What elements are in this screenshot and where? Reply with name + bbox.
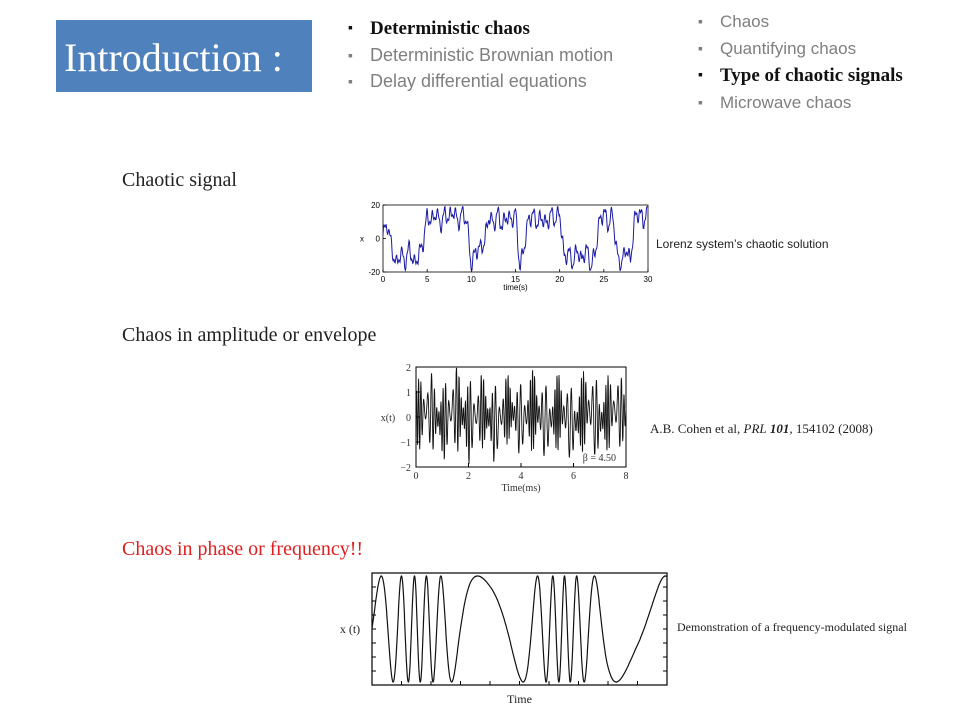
y-axis-label: x	[360, 234, 364, 244]
x-tick-label: 10	[466, 275, 476, 284]
y-axis-label: x(t)	[380, 413, 396, 424]
y-tick-label: 0	[375, 234, 380, 244]
lorenz-chart	[348, 200, 668, 295]
slide-title: Introduction :	[64, 35, 283, 80]
x-tick-label: 8	[623, 471, 629, 482]
x-tick-label: 6	[571, 471, 576, 482]
x-axis-label: Time(ms)	[501, 483, 541, 494]
y-axis-label: x (t)	[339, 622, 361, 636]
amplitude-chaos-chart	[368, 362, 638, 492]
y-tick-label: 1	[406, 388, 411, 399]
x-tick-label: 15	[511, 275, 520, 284]
lorenz-series-line	[383, 207, 648, 271]
y-tick-label: 20	[371, 201, 380, 210]
y-tick-label: 2	[406, 363, 411, 374]
plot-frame	[383, 205, 648, 272]
caption-cohen-suffix: , 154102 (2008)	[789, 421, 873, 436]
section-chaos-amplitude: Chaos in amplitude or envelope	[122, 324, 377, 346]
nav-item-deterministic-brownian-motion[interactable]: ▪ Deterministic Brownian motion	[348, 42, 613, 68]
nav-item-quantifying-chaos[interactable]: ▪ Quantifying chaos	[698, 35, 903, 62]
x-tick-label: 25	[599, 275, 609, 284]
section-chaotic-signal: Chaotic signal	[122, 169, 237, 191]
x-tick-label: 4	[518, 471, 524, 482]
beta-annotation: β = 4.50	[582, 453, 616, 464]
nav-item-chaos[interactable]: ▪ Chaos	[698, 8, 903, 35]
nav-item-type-of-chaotic-signals[interactable]: ▪ Type of chaotic signals	[698, 62, 903, 89]
section-chaos-phase: Chaos in phase or frequency!!	[122, 538, 364, 560]
x-tick-label: 5	[424, 275, 430, 284]
slide-title-box	[56, 20, 312, 92]
caption-cohen-volume: 101	[769, 421, 790, 436]
caption-cohen-prefix: A.B. Cohen et al,	[650, 421, 744, 436]
amplitude-series-line	[416, 368, 626, 464]
topic-list-left	[348, 16, 613, 94]
x-axis-label: Time	[507, 692, 532, 706]
y-tick-label: −1	[400, 438, 411, 449]
x-tick-label: 30	[643, 275, 653, 284]
x-tick-label: 20	[555, 275, 565, 284]
caption-fm: Demonstration of a frequency-modulated signal	[677, 620, 907, 634]
y-tick-label: -20	[368, 268, 380, 277]
caption-cohen	[650, 421, 873, 437]
nav-item-deterministic-chaos[interactable]: ▪ Deterministic chaos	[348, 16, 613, 42]
fm-signal-chart	[330, 565, 670, 710]
x-tick-label: 0	[380, 275, 386, 284]
x-tick-label: 2	[466, 471, 471, 482]
caption-lorenz: Lorenz system’s chaotic solution	[656, 237, 829, 251]
nav-item-microwave-chaos[interactable]: ▪ Microwave chaos	[698, 89, 903, 116]
caption-cohen-journal: PRL	[743, 421, 767, 436]
x-axis-label: time(s)	[503, 283, 528, 292]
nav-item-delay-differential-equations[interactable]: ▪ Delay differential equations	[348, 68, 613, 94]
y-tick-label: −2	[400, 463, 411, 474]
x-tick-label: 0	[413, 471, 419, 482]
fm-series-line	[372, 576, 667, 682]
y-tick-label: 0	[406, 413, 411, 424]
topic-list-right	[698, 8, 903, 116]
